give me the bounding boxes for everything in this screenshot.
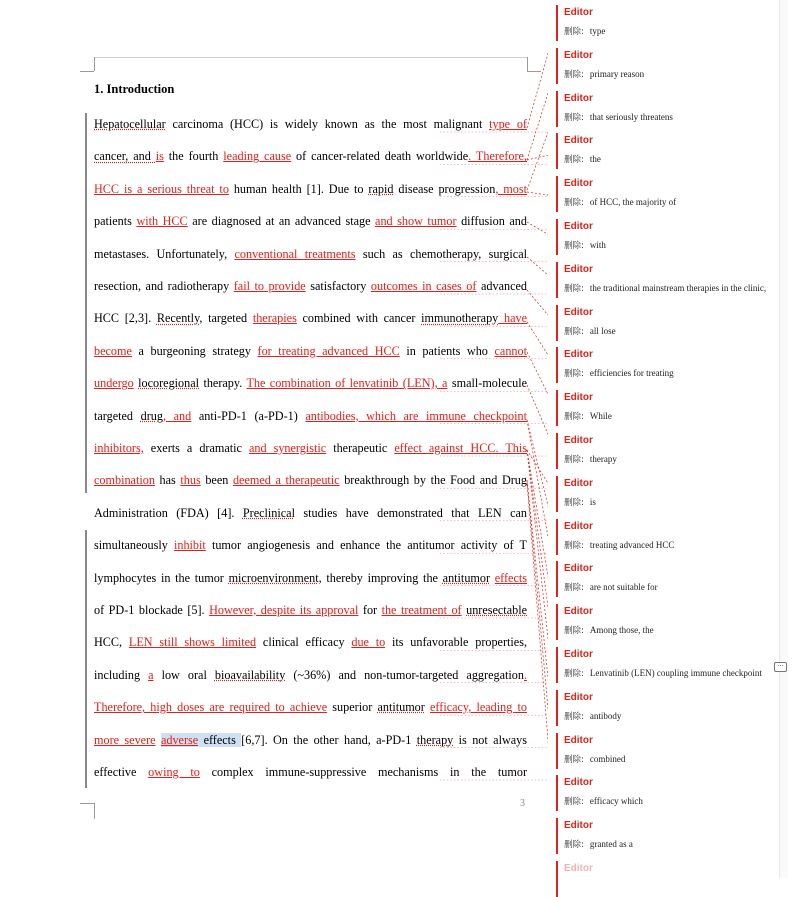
deleted-text: efficacy which [589, 796, 643, 807]
text-run: rapid [368, 181, 394, 196]
crop-mark-top-right-h [527, 71, 541, 72]
deleted-text: Among those, the [589, 625, 654, 636]
text-line [94, 149, 527, 164]
text-run: are diagnosed at an advanced stage [187, 214, 376, 229]
inserted-text: effects [494, 570, 528, 585]
inserted-text: antibodies, which are immune checkpoint [305, 408, 527, 423]
change-bar [85, 113, 87, 493]
inserted-text: effect against HCC. This [394, 441, 527, 455]
deleted-text: Lenvatinib (LEN) coupling immune checkpoint [589, 668, 762, 678]
text-run: antitumor [442, 570, 491, 585]
inserted-text: inhibitors, [94, 441, 144, 455]
text-run: unresectable [466, 603, 527, 617]
inserted-text: adverse [160, 732, 199, 747]
text-run: its unfavorable properties, [385, 635, 527, 650]
comment-text [564, 111, 673, 123]
comment-balloon[interactable] [556, 775, 788, 811]
inserted-text: with HCC [136, 214, 188, 229]
comment-author: Editor [564, 306, 593, 318]
inserted-text: undergo [94, 376, 134, 391]
comment-author: Editor [564, 92, 593, 104]
crop-mark-top-left [94, 57, 95, 71]
text-run: cancer, and [94, 149, 156, 164]
inserted-text: more severe [94, 732, 156, 747]
deleted-text: is [589, 496, 596, 507]
comment-balloon[interactable] [556, 262, 788, 298]
text-line [94, 571, 527, 586]
comment-balloon[interactable] [556, 433, 788, 469]
comment-text [564, 710, 621, 722]
comment-author: Editor [564, 777, 593, 789]
text-line [94, 441, 527, 456]
inserted-text: type of [489, 117, 527, 131]
delete-label: 删除: [564, 711, 584, 722]
comment-author: Editor [564, 221, 593, 232]
comment-balloon[interactable] [556, 690, 788, 726]
comment-text [564, 196, 676, 208]
text-run: effective [94, 765, 149, 779]
text-run: clinical efficacy [256, 635, 352, 650]
deleted-text: with [589, 240, 606, 250]
comment-balloon[interactable] [556, 133, 788, 169]
text-line [94, 733, 527, 748]
inserted-text: and synergistic [248, 441, 327, 455]
inserted-text: However, despite its approval [209, 603, 359, 617]
text-run: immunotherapy [421, 311, 499, 326]
text-run: anti-PD-1 (a-PD-1) [191, 408, 306, 423]
comment-text [564, 581, 658, 593]
text-run: therapeutic [326, 441, 395, 455]
inserted-text: deemed a therapeutic [232, 473, 340, 488]
delete-label: 删除: [564, 155, 584, 166]
text-run: small-molecule [447, 376, 527, 391]
comment-text [564, 795, 643, 807]
text-line [94, 765, 527, 780]
delete-label: 删除: [564, 669, 584, 679]
delete-label: 删除: [564, 69, 584, 80]
text-run: satisfactory [305, 279, 371, 293]
inserted-text: cannot [494, 343, 527, 358]
inserted-text: therapies [252, 311, 297, 326]
text-run: complex immune-suppressive mechanisms in the tumor [199, 765, 528, 779]
text-run: the fourth [163, 149, 224, 164]
comment-author: Editor [564, 178, 593, 190]
crop-mark-bottom-left-h [80, 803, 94, 804]
text-run: , thereby improving the [318, 570, 443, 585]
comment-text [564, 367, 674, 379]
inserted-text: LEN still shows limited [128, 635, 257, 650]
comment-balloon[interactable] [556, 48, 788, 84]
delete-label: 删除: [564, 198, 584, 209]
comment-author: Editor [564, 863, 593, 874]
inserted-text: become [94, 343, 132, 358]
delete-label: 删除: [564, 583, 584, 594]
comment-text [564, 25, 605, 37]
inserted-text: . [523, 667, 527, 682]
text-run: locoregional [138, 376, 200, 391]
text-run: has [154, 473, 181, 488]
text-line [94, 376, 527, 391]
inserted-text: thus [180, 473, 201, 488]
deleted-text: of HCC, the majority of [589, 197, 677, 208]
text-run: including [94, 667, 149, 682]
section-heading: 1. Introduction [94, 82, 175, 96]
inserted-text: have [498, 311, 527, 326]
inserted-text: outcomes in cases of [370, 279, 477, 293]
text-run: Administration (FDA) [4]. [94, 505, 243, 520]
delete-label: 删除: [564, 241, 584, 251]
page-top-border [94, 57, 527, 58]
comment-author: Editor [564, 7, 593, 18]
comment-balloon[interactable] [556, 647, 788, 683]
comment-balloon[interactable] [556, 476, 788, 512]
text-line [94, 247, 527, 262]
comment-author: Editor [564, 49, 593, 61]
delete-label: 删除: [564, 455, 584, 465]
page-number: 3 [520, 798, 525, 809]
comment-balloon[interactable] [556, 219, 788, 255]
text-run: studies have demonstrated that LEN can [294, 505, 527, 520]
comment-balloon[interactable] [556, 519, 788, 555]
inserted-text: , and [162, 408, 192, 423]
delete-label: 删除: [564, 412, 584, 423]
text-line [94, 473, 527, 488]
text-run: antitumor [377, 700, 425, 715]
comment-author: Editor [564, 649, 593, 660]
text-run: therapy. [199, 376, 247, 391]
inserted-text: . Therefore, [468, 149, 527, 164]
deleted-text: treating advanced HCC [589, 539, 675, 550]
comment-balloon[interactable] [556, 390, 788, 426]
comment-text [564, 453, 617, 465]
text-run: disease progression [393, 181, 496, 196]
text-line [94, 279, 527, 294]
comment-balloon[interactable] [556, 176, 788, 212]
text-run: drug [140, 408, 163, 423]
text-line [94, 506, 527, 521]
comment-author: Editor [564, 691, 593, 703]
text-line [94, 668, 527, 683]
inserted-text: The combination of lenvatinib (LEN), a [246, 376, 448, 391]
delete-label: 删除: [564, 840, 584, 851]
text-line [94, 538, 527, 553]
text-run: microenvironment [228, 570, 319, 585]
inserted-text: the treatment of [381, 603, 462, 617]
comment-text [564, 410, 612, 422]
comment-author: Editor [564, 563, 593, 575]
comment-balloon[interactable] [556, 347, 788, 383]
deleted-text: the traditional mainstream therapies in the clinic, [589, 282, 767, 293]
inserted-text: fail to provide [233, 279, 306, 293]
text-line [94, 182, 527, 197]
comment-balloon[interactable] [556, 733, 788, 769]
inserted-text: a [148, 667, 154, 682]
comment-text [564, 239, 606, 251]
text-line [94, 700, 527, 715]
delete-label: 删除: [564, 112, 584, 123]
text-run: lymphocytes in the tumor [94, 570, 229, 585]
comment-author: Editor [564, 606, 593, 618]
comment-text [564, 753, 625, 765]
crop-mark-top-right [527, 57, 528, 71]
text-line [94, 409, 527, 424]
text-run: superior [327, 700, 378, 715]
text-line [94, 311, 527, 326]
text-run: effects [198, 732, 242, 747]
text-run: been [200, 473, 233, 488]
deleted-text: therapy [589, 454, 617, 464]
deleted-text: granted as a [589, 839, 633, 850]
text-run: HCC [2,3]. [94, 311, 157, 326]
inserted-text: efficacy, leading to [430, 700, 528, 715]
text-line [94, 635, 527, 650]
text-line [94, 344, 527, 359]
comment-author: Editor [564, 392, 593, 404]
text-line [94, 603, 527, 618]
text-run: a burgeoning strategy [131, 343, 258, 358]
deleted-text: combined [589, 753, 626, 764]
comment-balloon[interactable] [556, 604, 788, 640]
crop-mark-bottom-left [94, 803, 95, 819]
text-run: bioavailability [214, 667, 286, 682]
text-run: targeted [94, 408, 141, 423]
text-run: resection, and radiotherapy [94, 279, 234, 293]
text-run: low oral [153, 667, 215, 682]
text-run: therapy [416, 732, 454, 747]
text-run: HCC, [94, 635, 129, 650]
comment-balloon[interactable] [556, 91, 788, 127]
inserted-text: owing to [148, 765, 200, 779]
comment-text [564, 624, 654, 636]
comment-author: Editor [564, 734, 593, 746]
ellipsis-icon[interactable]: ··· [774, 662, 787, 672]
text-run: Recently [156, 311, 200, 326]
text-run: combined with cancer [296, 311, 422, 326]
comment-author: Editor [564, 349, 593, 361]
text-run: tumor angiogenesis and enhance the antitumor activity of T [205, 538, 527, 553]
deleted-text: that seriously threatens [589, 111, 673, 122]
comment-author: Editor [564, 135, 593, 147]
text-run: breakthrough by the Food and Drug [339, 473, 527, 488]
inserted-text: , most [495, 181, 527, 196]
delete-label: 删除: [564, 540, 584, 551]
comment-author: Editor [564, 263, 593, 275]
text-run: of PD-1 blockade [5]. [94, 603, 210, 617]
comment-text [564, 68, 644, 80]
comment-author: Editor [564, 435, 593, 446]
text-run: human health [1]. Due to [228, 181, 369, 196]
deleted-text: are not suitable for [589, 582, 658, 593]
deleted-text: efficiencies for treating [589, 368, 674, 379]
comment-text [564, 539, 674, 551]
text-run: (~36%) and non-tumor-targeted aggregation [285, 667, 524, 682]
comment-author: Editor [564, 520, 593, 532]
text-run: of cancer-related death worldwide [291, 149, 469, 164]
comment-author: Editor [564, 477, 593, 489]
deleted-text: primary reason [589, 68, 645, 79]
text-run: for [358, 603, 382, 617]
comment-balloon[interactable] [556, 5, 788, 41]
delete-label: 删除: [564, 754, 584, 765]
delete-label: 删除: [564, 326, 584, 337]
text-run: Hepatocellular [94, 117, 166, 131]
text-line [94, 117, 527, 132]
comment-text [564, 496, 596, 508]
deleted-text: antibody [589, 710, 622, 721]
inserted-text: for treating advanced HCC [257, 343, 400, 358]
text-run: patients [94, 214, 137, 229]
text-run: exerts a dramatic [143, 441, 249, 455]
delete-label: 删除: [564, 283, 584, 294]
text-run: such as chemotherapy, surgical [355, 246, 527, 261]
text-run: metastases. Unfortunately, [94, 246, 235, 261]
delete-label: 删除: [564, 497, 584, 508]
text-line [94, 214, 527, 229]
comment-balloon[interactable] [556, 561, 788, 597]
comment-text [564, 282, 766, 294]
inserted-text: and show tumor [375, 214, 457, 229]
comment-balloon[interactable] [556, 861, 788, 897]
text-run: , targeted [199, 311, 253, 326]
inserted-text: HCC is a serious threat to [94, 181, 229, 196]
inserted-text: leading cause [223, 149, 292, 164]
text-run: diffusion and [456, 214, 527, 229]
comment-text [564, 667, 774, 679]
text-run: is not always [453, 732, 527, 747]
deleted-text: the [589, 154, 601, 165]
comment-text [564, 153, 601, 165]
comment-text [564, 838, 633, 850]
delete-label: 删除: [564, 626, 584, 637]
comment-balloon[interactable] [556, 818, 788, 854]
deleted-text: While [589, 411, 612, 422]
change-bar [85, 530, 87, 788]
delete-label: 删除: [564, 369, 584, 380]
text-run: simultaneously [94, 538, 174, 553]
inserted-text: inhibit [173, 538, 206, 553]
text-run: advanced [476, 279, 527, 293]
crop-mark-top-left-h [80, 71, 94, 72]
inserted-text: due to [351, 635, 386, 650]
deleted-text: type [589, 26, 606, 36]
text-run: Preclinical [242, 505, 295, 520]
delete-label: 删除: [564, 797, 584, 808]
inserted-text: is [155, 149, 164, 164]
inserted-text: Therefore, high doses are required to achieve [94, 700, 328, 715]
delete-label: 删除: [564, 27, 584, 37]
text-run: in patients who [399, 343, 495, 358]
inserted-text: combination [94, 473, 155, 488]
text-run: carcinoma (HCC) is widely known as the most malignant [165, 117, 490, 131]
comment-balloon[interactable] [556, 305, 788, 341]
deleted-text: all lose [589, 325, 616, 336]
text-run: [6,7]. On the other hand, a-PD-1 [241, 732, 417, 747]
inserted-text: conventional treatments [234, 246, 356, 261]
comment-text [564, 325, 616, 337]
comment-author: Editor [564, 820, 593, 832]
